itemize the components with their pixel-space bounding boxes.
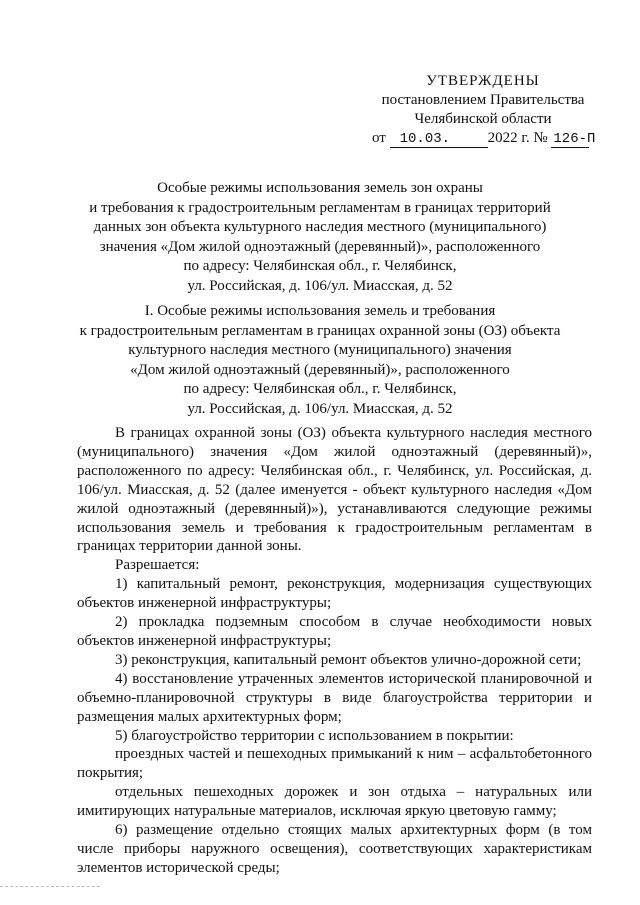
title-line: данных зон объекта культурного наследия местного (муниципального) <box>93 219 547 235</box>
document-title <box>60 179 580 296</box>
list-item: 1) капитальный ремонт, реконструкция, модернизация существующих объектов инженерной инфраструктуры; <box>77 576 592 612</box>
number-value: 126-П <box>553 131 596 147</box>
paragraph: Разрешается: <box>115 557 200 574</box>
from-prefix: от <box>372 130 386 146</box>
paragraph: В границах охранной зоны (ОЗ) объекта культурного наследия местного (муниципального) значения «Дом жилой одноэтажный (деревянный)», расположенного по адресу: Челябинская обл., г. Челябинск, ул. Российская, д. 106/ул. Миасская, д. 52 (далее именуется - объект культурного наследия «Дом жилой одноэтажный (деревянный)»), устанавливаются следующие режимы использования земель и требования к градостроительным регламентам в границах территории данной зоны. <box>77 425 592 555</box>
approval-line-1: постановлением Правительства <box>381 92 585 108</box>
title-line: ул. Российская, д. 106/ул. Миасская, д. 52 <box>187 277 453 294</box>
approval-line-2: Челябинской области <box>414 111 552 127</box>
section-heading-line: «Дом жилой одноэтажный (деревянный)», расположенного <box>130 361 510 378</box>
list-item: 2) прокладка подземным способом в случае необходимости новых объектов инженерной инфраструктуры; <box>77 614 592 649</box>
list-item: отдельных пешеходных дорожек и зон отдыха – натуральных или имитирующих натуральные материалов, исключая яркую цветовую гамму; <box>77 784 592 820</box>
title-line: Особые режимы использования земель зон охраны <box>157 180 483 196</box>
section-heading-line: I. Особые режимы использования земель и требования <box>144 303 496 319</box>
list-item: 3) реконструкция, капитальный ремонт объектов улично-дорожной сети; <box>115 651 582 668</box>
list-item: 4) восстановление утраченных элементов исторической планировочной и объемно-планировочной структуры в виде благоустройства территории и размещения малых архитектурных форм; <box>77 670 592 725</box>
approval-date-line <box>358 129 608 148</box>
approval-block <box>358 72 608 148</box>
list-item: 6) размещение отдельно стоящих малых архитектурных форм (в том числе приборы наружного освещения), соответствующих характеристикам элементов исторической среды; <box>77 822 592 876</box>
section-heading-line: культурного наследия местного (муниципального) значения <box>128 342 512 358</box>
section-heading-line: ул. Российская, д. 106/ул. Миасская, д. 52 <box>187 400 453 417</box>
scan-edge-mark <box>0 885 100 887</box>
title-line: и требования к градостроительным регламентам в границах территорий <box>89 199 551 216</box>
date-value: 10.03. <box>390 131 488 148</box>
body-text <box>77 424 592 878</box>
title-line: по адресу: Челябинская обл., г. Челябинск, <box>183 258 457 274</box>
title-line: значения «Дом жилой одноэтажный (деревянный)», расположенного <box>99 238 541 255</box>
section-heading-line: по адресу: Челябинская обл., г. Челябинск, <box>183 381 457 397</box>
year-text: 2022 г. № <box>487 130 548 146</box>
section-1-heading <box>60 302 580 419</box>
list-item: проездных частей и пешеходных примыканий к ним – асфальтобетонного покрытия; <box>77 746 592 782</box>
list-item: 5) благоустройство территории с использованием в покрытии: <box>115 727 514 744</box>
section-heading-line: к градостроительным регламентам в границах охранной зоны (ОЗ) объекта <box>79 322 561 339</box>
approval-heading: УТВЕРЖДЕНЫ <box>426 73 540 89</box>
